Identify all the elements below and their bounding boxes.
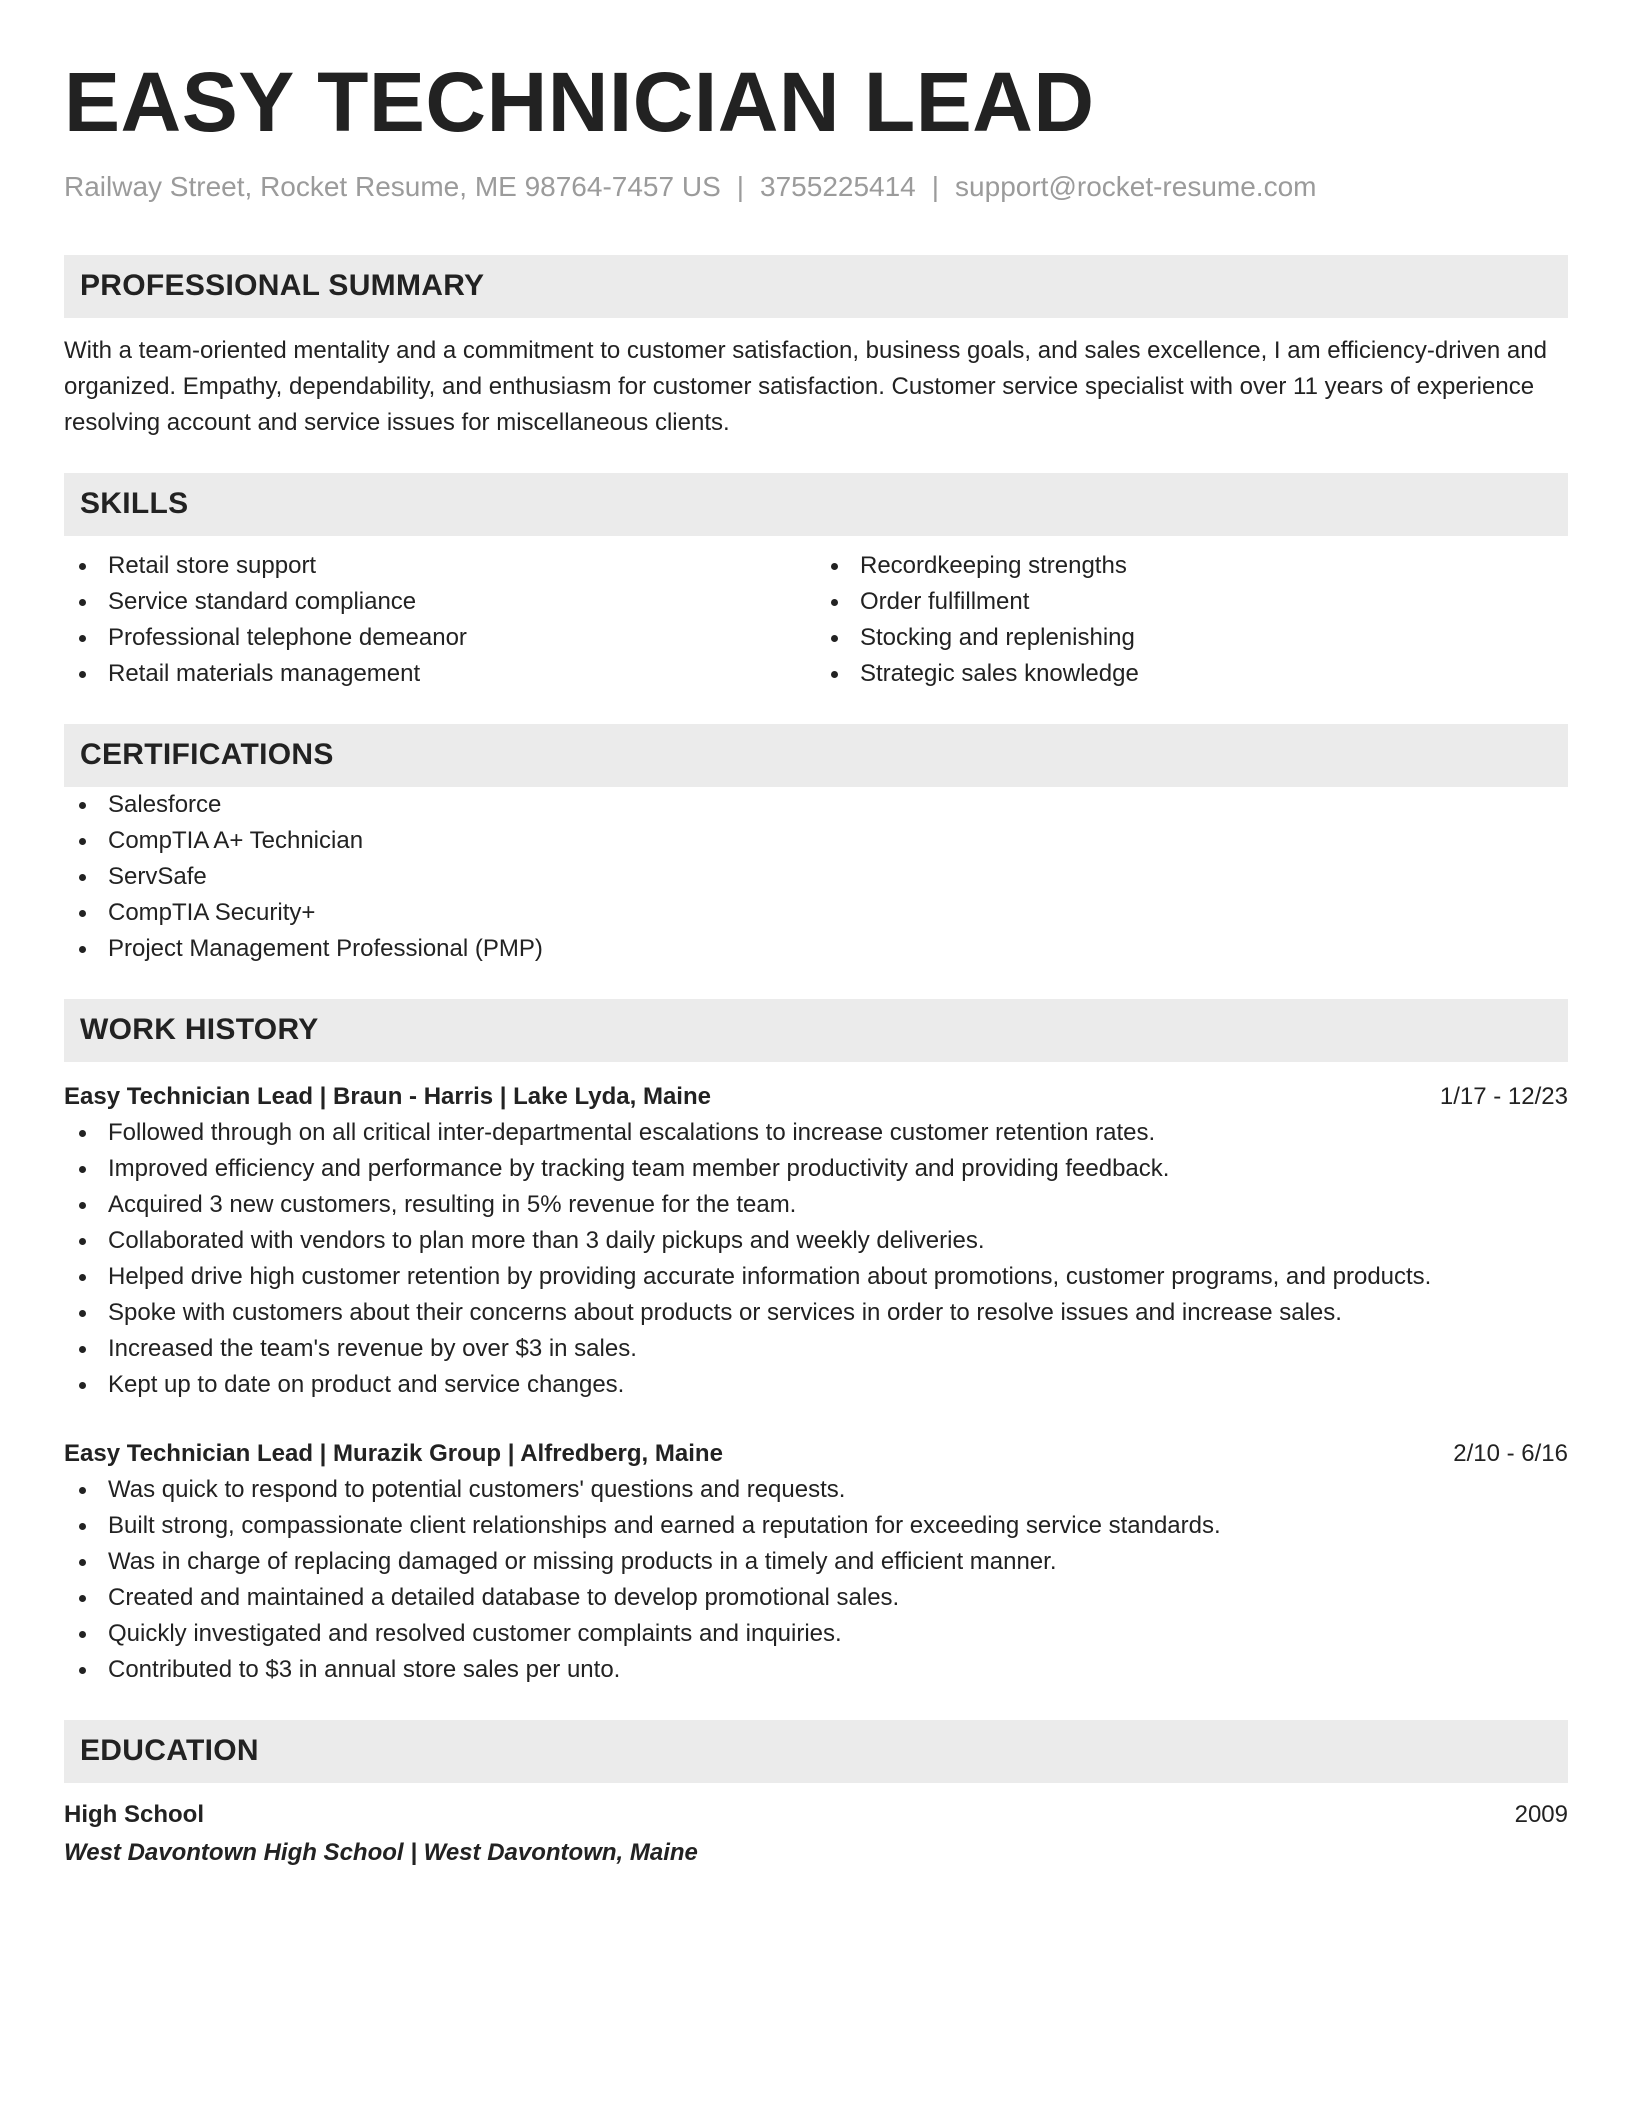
job-duty-item: Increased the team's revenue by over $3 in sales. bbox=[64, 1331, 1568, 1367]
job-duty-item: Was in charge of replacing damaged or missing products in a timely and efficient manner. bbox=[64, 1544, 1568, 1580]
section-heading-work-history: WORK HISTORY bbox=[64, 999, 1568, 1062]
job-title: Easy Technician Lead | Murazik Group | Alfredberg, Maine bbox=[64, 1439, 723, 1467]
job-duty-item: Built strong, compassionate client relationships and earned a reputation for exceeding service standards. bbox=[64, 1508, 1568, 1544]
certification-item: Salesforce bbox=[64, 787, 1568, 823]
job-duty-item: Kept up to date on product and service changes. bbox=[64, 1367, 1568, 1403]
section-heading-certifications: CERTIFICATIONS bbox=[64, 724, 1568, 787]
section-heading-summary: PROFESSIONAL SUMMARY bbox=[64, 255, 1568, 318]
certifications-list bbox=[64, 787, 1568, 967]
skill-item: Professional telephone demeanor bbox=[64, 620, 816, 656]
job-duties-list bbox=[64, 1472, 1568, 1688]
job-duties-list bbox=[64, 1115, 1568, 1403]
contact-address: Railway Street, Rocket Resume, ME 98764-7457 US bbox=[64, 170, 721, 202]
contact-separator: | bbox=[736, 170, 745, 202]
skill-item: Service standard compliance bbox=[64, 584, 816, 620]
job-header bbox=[64, 1079, 1568, 1115]
job-dates: 2/10 - 6/16 bbox=[1453, 1439, 1568, 1467]
education-degree: High School bbox=[64, 1800, 204, 1828]
skill-item: Retail store support bbox=[64, 548, 816, 584]
job-duty-item: Was quick to respond to potential customers' questions and requests. bbox=[64, 1472, 1568, 1508]
contact-separator: | bbox=[931, 170, 940, 202]
job-duty-item: Contributed to $3 in annual store sales per unto. bbox=[64, 1652, 1568, 1688]
contact-line bbox=[64, 171, 1568, 203]
job-duty-item: Acquired 3 new customers, resulting in 5% revenue for the team. bbox=[64, 1187, 1568, 1223]
job-dates: 1/17 - 12/23 bbox=[1439, 1082, 1568, 1110]
section-heading-skills: SKILLS bbox=[64, 473, 1568, 536]
certification-item: CompTIA A+ Technician bbox=[64, 823, 1568, 859]
job-duty-item: Collaborated with vendors to plan more than 3 daily pickups and weekly deliveries. bbox=[64, 1223, 1568, 1259]
skills-list-right bbox=[816, 548, 1568, 692]
certification-item: Project Management Professional (PMP) bbox=[64, 931, 1568, 967]
skills-columns bbox=[64, 548, 1568, 692]
job-duty-item: Improved efficiency and performance by tracking team member productivity and providing feedback. bbox=[64, 1151, 1568, 1187]
skill-item: Stocking and replenishing bbox=[816, 620, 1568, 656]
job-duty-item: Spoke with customers about their concerns about products or services in order to resolve issues and increase sales. bbox=[64, 1295, 1568, 1331]
education-header bbox=[64, 1797, 1568, 1833]
certification-item: ServSafe bbox=[64, 859, 1568, 895]
job-title: Easy Technician Lead | Braun - Harris | Lake Lyda, Maine bbox=[64, 1082, 711, 1110]
education-school: West Davontown High School | West Davontown, Maine bbox=[64, 1838, 698, 1866]
job-duty-item: Quickly investigated and resolved customer complaints and inquiries. bbox=[64, 1616, 1568, 1652]
skills-list-left bbox=[64, 548, 816, 692]
job-duty-item: Followed through on all critical inter-departmental escalations to increase customer retention rates. bbox=[64, 1115, 1568, 1151]
skill-item: Strategic sales knowledge bbox=[816, 656, 1568, 692]
skill-item: Order fulfillment bbox=[816, 584, 1568, 620]
job-header bbox=[64, 1436, 1568, 1472]
job-duty-item: Helped drive high customer retention by providing accurate information about promotions, customer programs, and products. bbox=[64, 1259, 1568, 1295]
summary-text: With a team-oriented mentality and a commitment to customer satisfaction, business goals, and sales excellence, I am efficiency-driven and organized. Empathy, dependability, and enthusiasm for customer satisfaction. Customer service specialist with over 11 years of experience resolving account and service issues for miscellaneous clients. bbox=[64, 336, 1547, 436]
contact-phone: 3755225414 bbox=[760, 170, 916, 202]
education-year: 2009 bbox=[1514, 1800, 1568, 1828]
job-duty-item: Created and maintained a detailed database to develop promotional sales. bbox=[64, 1580, 1568, 1616]
contact-email: support@rocket-resume.com bbox=[955, 170, 1317, 202]
skill-item: Retail materials management bbox=[64, 656, 816, 692]
section-heading-education: EDUCATION bbox=[64, 1720, 1568, 1783]
candidate-name: EASY TECHNICIAN LEAD bbox=[64, 55, 1095, 149]
skill-item: Recordkeeping strengths bbox=[816, 548, 1568, 584]
certification-item: CompTIA Security+ bbox=[64, 895, 1568, 931]
